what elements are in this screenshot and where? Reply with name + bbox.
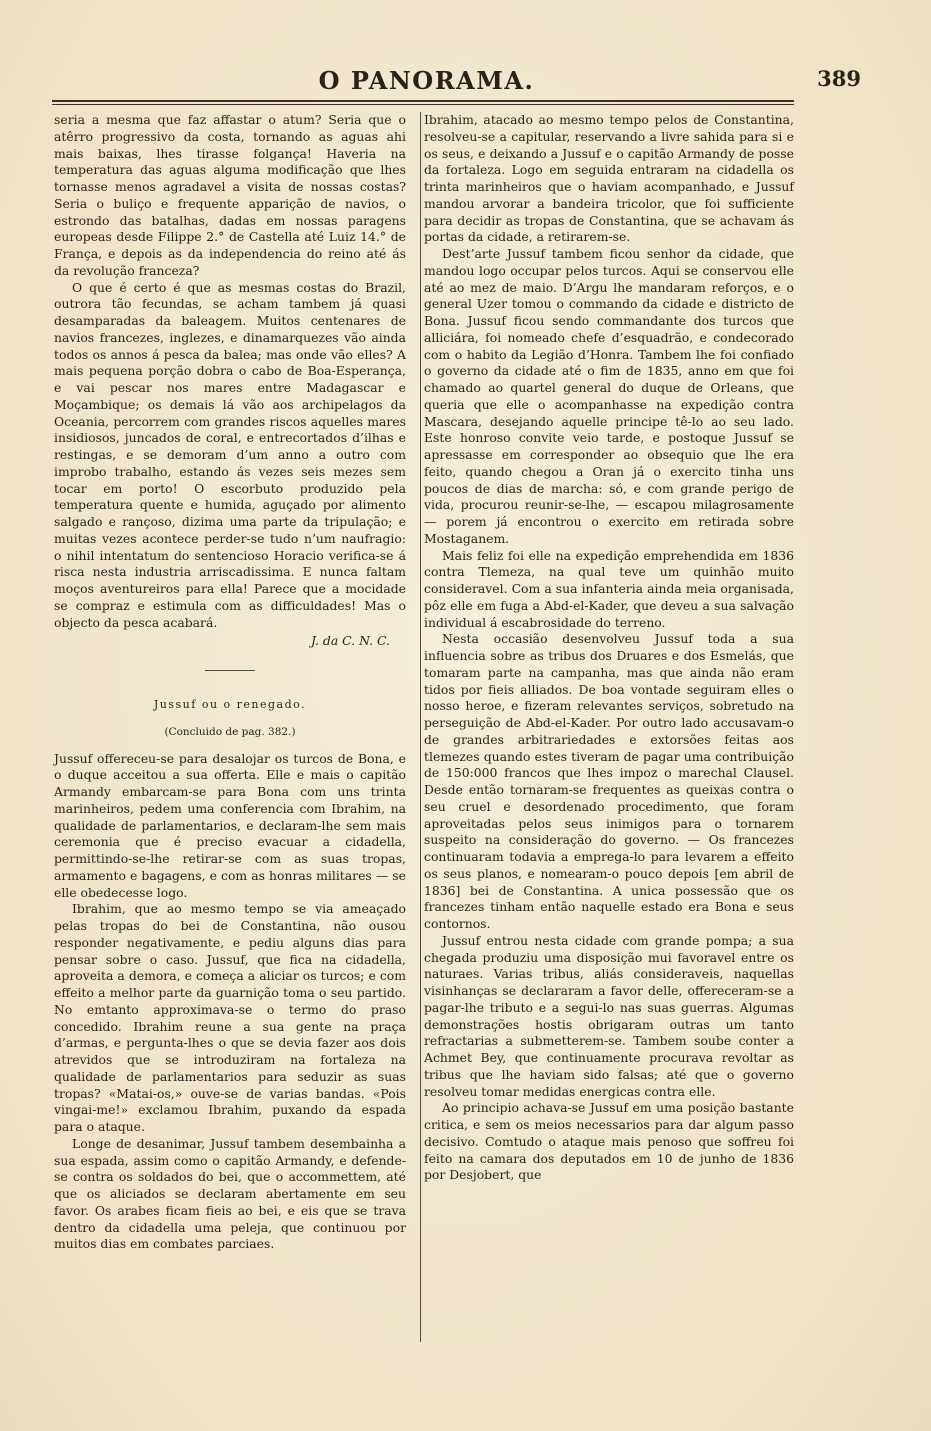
header-rule	[52, 100, 794, 102]
paragraph: Ao principio achava-se Jussuf em uma posição bastante critica, e sem os meios necessarios para dar algum passo decisivo. Comtudo o ataque mais penoso que soffreu foi feito na camara dos deputados em 10 de junho de 1836 por Desjobert, que	[424, 1100, 794, 1183]
right-column	[424, 112, 794, 1184]
header-rule-thin	[52, 104, 794, 105]
paragraph: Ibrahim, que ao mesmo tempo se via ameaçado pelas tropas do bei de Constantina, não ousou responder negativamente, e pediu alguns dias para pensar sobre o caso. Jussuf, que fica na cidadella, aproveita a demora, e começa a aliciar os turcos; e com effeito a melhor parte da guarnição toma o seu partido. No emtanto approximava-se o termo do praso concedido. Ibrahim reune a sua gente na praça d’armas, e pergunta-lhes o que se devia fazer aos dois atrevidos que se introduziram na fortaleza na qualidade de parlamentarios para seduzir as suas tropas? «Matai-os,» ouve-se de varias bandas. «Pois vingai-me!» exclamou Ibrahim, puxando da espada para o ataque.	[54, 901, 406, 1134]
page-number: 389	[817, 66, 861, 91]
paragraph: Jussuf entrou nesta cidade com grande pompa; a sua chegada produziu uma disposição mui favoravel entre os naturaes. Varias tribus, aliás consideraveis, naquellas visinhanças se declararam a favor delle, offereceram-se a pagar-lhe tributo e a segui-lo nas suas guerras. Algumas demonstrações hostis obrigaram outras um tanto refractarias a submetterem-se. Tambem soube conter a Achmet Bey, que continuamente procurava revoltar as tribus que lhe haviam sido falsas; até que o governo resolveu tomar medidas energicas contra elle.	[424, 932, 794, 1099]
paragraph: Nesta occasião desenvolveu Jussuf toda a sua influencia sobre as tribus dos Druares e dos Esmelás, que tomaram parte na campanha, mas que ainda não eram tidos por fieis alliados. De boa vontade seguiram elles o nosso heroe, e fizeram relevantes serviços, sobretudo na perseguição de Abd-el-Kader. Por outro lado accusavam-o de grandes arbitrariedades e extorsões feitas aos tlemezes quando estes tiveram de pagar uma contribuição de 150:000 francos que lhes impoz o marechal Clausel. Desde então tornaram-se frequentes as queixas contra o seu cruel e desordenado procedimento, que foram aproveitadas pelos seus inimigos para o tornarem suspeito na consideração do governo. — Os francezes continuaram todavia a emprega-lo para levarem a effeito os seus planos, e nomearam-o pouco depois [em abril de 1836] bei de Constantina. A unica possessão que os francezes tinham então naquelle estado era Bona e seus contornos.	[424, 631, 794, 931]
paragraph: O que é certo é que as mesmas costas do Brazil, outrora tão fecundas, se acham tambem já quasi desamparadas da baleagem. Muitos centenares de navios francezes, inglezes, e dinamarquezes vão ainda todos os annos á pesca da balea; mas onde vão elles? A mais pequena porção dobra o cabo de Boa-Esperança, e vai pescar nos mares entre Madagascar e Moçambique; os demais lá vão aos archipelagos da Oceania, percorrem com grandes riscos aquelles mares insidiosos, juncados de coral, e entrecortados d’ilhas e restingas, e se demoram d’um anno a outro com improbo trabalho, estando ás vezes seis mezes sem tocar em porto! O escorbuto produzido pela temperatura quente e humida, aguçado por alimento salgado e rançoso, dizima uma parte da tripulação; e muitas vezes acontece perder-se tudo n’um naufragio: o nihil intentatum do sentencioso Horacio verifica-se á risca nesta industria arriscadissima. E nunca faltam moços aventureiros para ella! Parece que a mocidade se compraz e estimula com as difficuldades! Mas o objecto da pesca acabará.	[54, 279, 406, 630]
left-column	[54, 112, 406, 1253]
article-title: Jussuf ou o renegado.	[153, 698, 307, 711]
column-divider	[420, 112, 421, 1342]
paragraph: Jussuf offereceu-se para desalojar os turcos de Bona, e o duque acceitou a sua offerta. Elle e mais o capitão Armandy embarcam-se para Bona com uns trinta marinheiros, pedem uma conferencia com Ibrahim, na qualidade de parlamentarios, e declaram-lhe sem mais ceremonia que é preciso evacuar a cidadella, permittindo-se-lhe retirar-se com as suas tropas, armamento e bagagens, e com as honras militares — se elle obedecesse logo.	[54, 750, 406, 900]
paragraph: Longe de desanimar, Jussuf tambem desembainha a sua espada, assim como o capitão Armandy, e defende-se contra os soldados do bei, que o accommettem, até que os aliciados se declaram abertamente em seu favor. Os arabes ficam fieis ao bei, e eis que se trava dentro da cidadella uma peleja, que continuou por muitos dias em combates parciaes.	[54, 1135, 406, 1252]
paragraph: seria a mesma que faz affastar o atum? Seria que o atêrro progressivo da costa, tornando as aguas ahi mais baixas, lhes tirasse folgança! Haveria na temperatura das aguas alguma modificação que lhes tornasse menos agradavel a visita de nossas costas? Seria o buliço e frequente apparição de navios, o estrondo das batalhas, dadas em nossas paragens europeas desde Filippe 2.° de Castella até Luiz 14.° de França, e depois as da independencia do reino até ás da revolução franceza?	[54, 112, 406, 278]
section-separator	[205, 670, 255, 671]
paragraph: Ibrahim, atacado ao mesmo tempo pelos de Constantina, resolveu-se a capitular, reservando a livre sahida para si e os seus, e deixando a Jussuf e o capitão Armandy de posse da fortaleza. Logo em seguida entraram na cidadella os trinta marinheiros que o haviam acompanhado, e Jussuf mandou arvorar a bandeira tricolor, que foi sufficiente para decidir as tropas de Constantina, que se achavam ás portas da cidade, a retirarem-se.	[424, 112, 794, 245]
running-title: O PANORAMA.	[318, 66, 535, 95]
paragraph: Mais feliz foi elle na expedição emprehendida em 1836 contra Tlemeza, na qual teve um quinhão muito consideravel. Com a sua infanteria ainda meia organisada, pôz elle em fuga a Abd-el-Kader, que deveu a sua salvação individual á escabrosidade do terreno.	[424, 547, 794, 630]
author-signature: J. da C. N. C.	[311, 633, 390, 649]
page-header	[52, 62, 861, 102]
paragraph: Dest’arte Jussuf tambem ficou senhor da cidade, que mandou logo occupar pelos turcos. Aqui se conservou elle até ao mez de maio. D’Argu lhe mandaram reforços, e o general Uzer tomou o commando da cidade e districto de Bona. Jussuf ficou sendo commandante dos turcos que alliciára, foi nomeado chefe d’esquadrão, e condecorado com o habito da Legião d’Honra. Tambem lhe foi confiado o governo da cidade até o fim de 1835, anno em que foi chamado ao quartel general do duque de Orleans, que queria que elle o acompanhasse na expedição contra Mascara, desejando aquelle principe tê-lo ao seu lado. Este honroso convite veio tarde, e postoque Jussuf se apressasse em corresponder ao obsequio que lhe era feito, quando chegou a Oran já o exercito tinha uns poucos de dias de marcha: só, e com grande perigo de vida, procurou reunir-se-lhe, — escapou milagrosamente — porem já encontrou o exercito em retirada sobre Mostaganem.	[424, 246, 794, 546]
article-subtitle: (Concluido de pag. 382.)	[164, 725, 296, 738]
